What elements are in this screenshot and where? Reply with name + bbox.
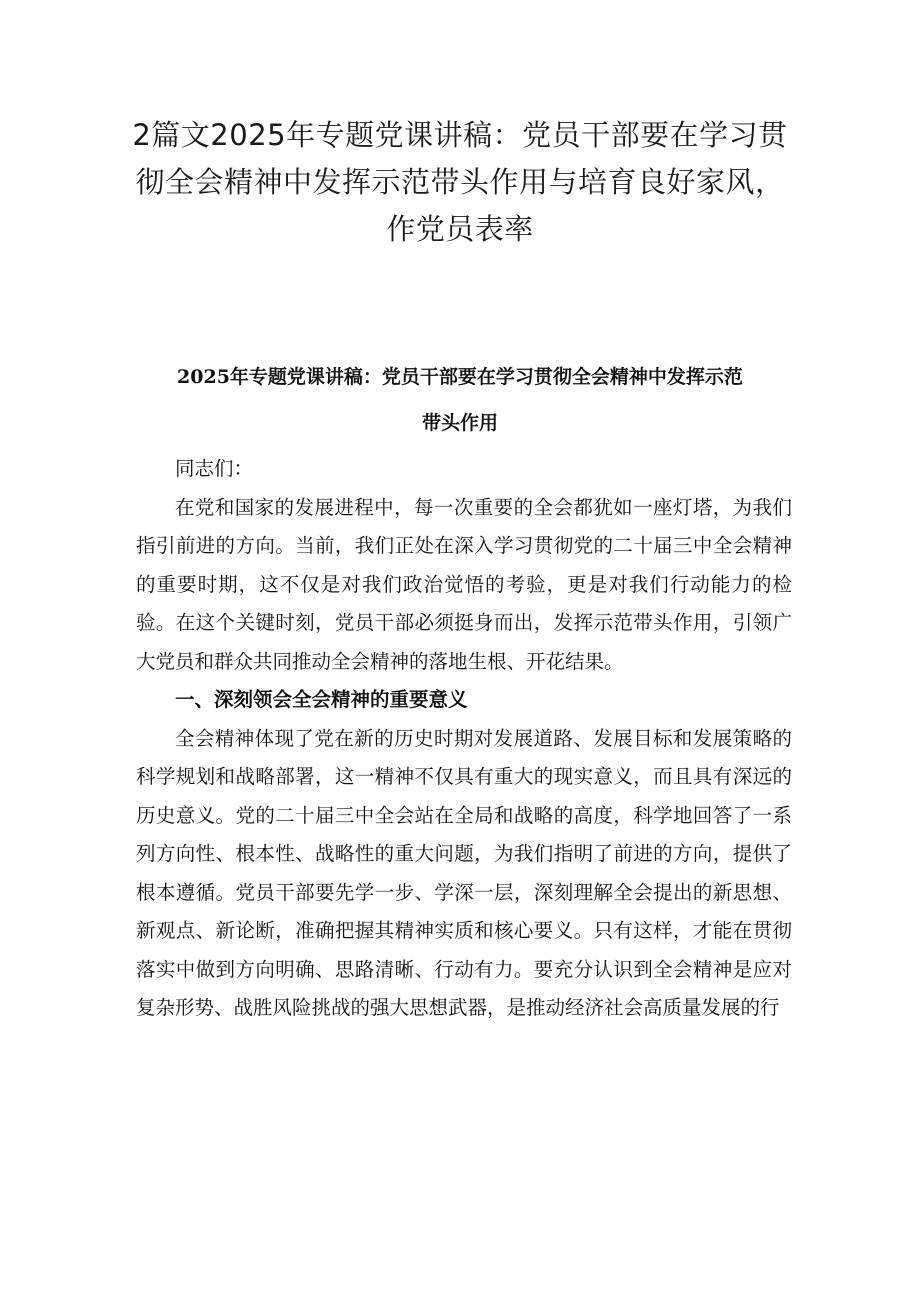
document-body [136,450,792,1028]
section-title-line-2: 带头作用 [421,412,498,434]
document-title: 2篇文2025年专题党课讲稿：党员干部要在学习贯彻全会精神中发挥示范带头作用与培育良好家风，作党员表率 [132,118,788,246]
section-heading: 一、深刻领会全会精神的重要意义 [175,688,468,711]
body-paragraph: 全会精神体现了党在新的历史时期对发展道路、发展目标和发展策略的科学规划和战略部署，这一精神不仅具有重大的现实意义，而且具有深远的历史意义。党的二十届三中全会站在全局和战略的高度，科学地回答了一系列方向性、根本性、战略性的重大问题，为我们指明了前进的方向，提供了根本遵循。党员干部要先学一步、学深一层，深刻理解全会提出的新思想、新观点、新论断，准确把握其精神实质和核心要义。只有这样，才能在贯彻落实中做到方向明确、思路清晰、行动有力。要充分认识到全会精神是应对复杂形势、战胜风险挑战的强大思想武器，是推动经济社会高质量发展的行 [136,726,792,1019]
section-title-line-1: 2025年专题党课讲稿：党员干部要在学习贯彻全会精神中发挥示范 [177,366,743,388]
body-paragraph: 在党和国家的发展进程中，每一次重要的全会都犹如一座灯塔，为我们指引前进的方向。当前，我们正处在深入学习贯彻党的二十届三中全会精神的重要时期，这不仅是对我们政治觉悟的考验，更是对我们行动能力的检验。在这个关键时刻，党员干部必须挺身而出，发挥示范带头作用，引领广大党员和群众共同推动全会精神的落地生根、开花结果。 [136,495,792,673]
salutation: 同志们： [175,457,254,480]
